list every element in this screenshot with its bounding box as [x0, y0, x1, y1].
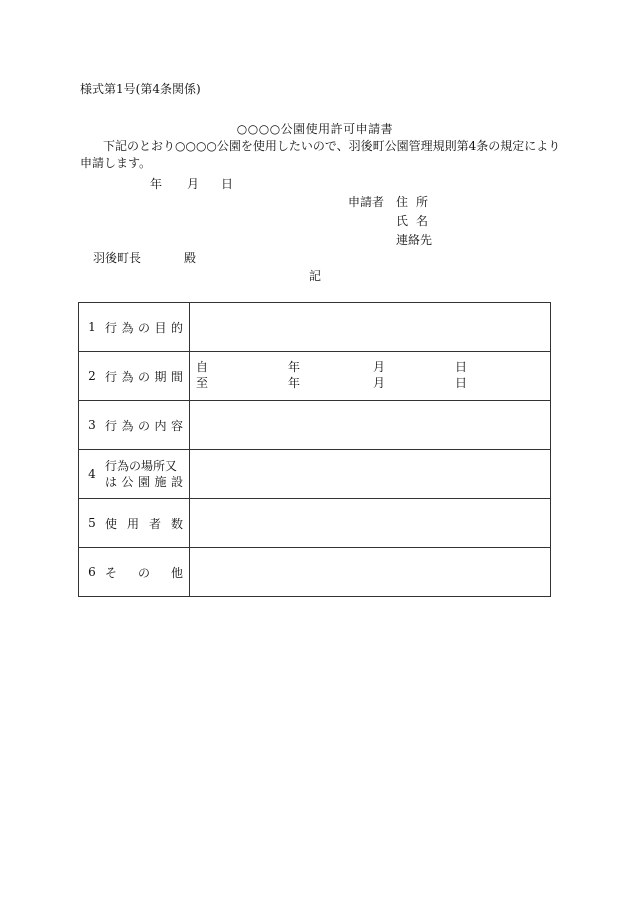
- label-char: 用: [126, 516, 139, 531]
- label-char: 間: [170, 369, 183, 384]
- table-row: [79, 352, 551, 401]
- form-number: 様式第1号(第4条関係): [80, 82, 201, 96]
- ki-heading: 記: [308, 269, 321, 283]
- body-text-line-1: 下記のとおり○○○○公園を使用したいので、羽後町公園管理規則第4条の規定により: [103, 139, 561, 153]
- label-line-1: 行為の場所又: [105, 458, 178, 473]
- label-char: 公: [121, 475, 134, 489]
- row-number: 3: [88, 418, 96, 432]
- row-value-cell[interactable]: [190, 401, 551, 450]
- label-char: 設: [170, 475, 183, 489]
- contact-label: 連絡先: [396, 233, 433, 247]
- body-text-line-2: 申請します。: [80, 156, 152, 170]
- label-char: 行: [105, 320, 118, 335]
- table-row: [79, 499, 551, 548]
- label-char: の: [137, 320, 150, 335]
- period-to-row: [190, 376, 550, 392]
- row-label-text: [105, 368, 183, 385]
- label-char: そ: [105, 565, 118, 580]
- row-label: [79, 450, 190, 499]
- period-cell[interactable]: [190, 352, 551, 401]
- label-char: 行: [105, 369, 118, 384]
- label-char: 者: [148, 516, 161, 531]
- addressee-mayor: 羽後町長: [93, 251, 142, 265]
- row-label-text: [105, 319, 183, 336]
- period-to-day: 日: [455, 376, 468, 390]
- period-from-label: 自: [196, 360, 209, 375]
- row-label-text: [105, 458, 183, 490]
- label-char: 期: [154, 369, 167, 384]
- document-title: ○○○○公園使用許可申請書: [236, 122, 394, 136]
- address-label: 住所: [396, 195, 437, 209]
- label-char: の: [137, 369, 150, 384]
- row-value-cell[interactable]: [190, 303, 551, 352]
- row-value-cell[interactable]: [190, 548, 551, 597]
- date-year-label: 年: [150, 177, 163, 191]
- table-row: [79, 450, 551, 499]
- period-to-label: 至: [196, 376, 209, 390]
- label-char: 行: [105, 418, 118, 433]
- table-row: [79, 303, 551, 352]
- date-month-label: 月: [187, 177, 200, 191]
- row-number: 5: [88, 516, 96, 530]
- period-from-row: [190, 360, 550, 376]
- row-value-cell[interactable]: [190, 499, 551, 548]
- row-label-text: [105, 417, 183, 434]
- name-label: 氏名: [396, 214, 437, 228]
- applicant-label: 申請者: [348, 195, 385, 209]
- row-label: [79, 352, 190, 401]
- label-char: 目: [154, 320, 167, 335]
- period-from-year: 年: [288, 360, 301, 375]
- label-char: 施: [154, 475, 167, 489]
- table-row: [79, 548, 551, 597]
- row-label-text: [105, 564, 183, 581]
- row-value-cell[interactable]: [190, 450, 551, 499]
- label-char: の: [137, 565, 150, 580]
- label-char: 数: [170, 516, 183, 531]
- period-from-day: 日: [455, 360, 468, 375]
- period-to-year: 年: [288, 376, 301, 390]
- label-char: の: [137, 418, 150, 433]
- row-label: [79, 401, 190, 450]
- row-label: [79, 499, 190, 548]
- row-number: 2: [88, 369, 96, 383]
- label-char: 他: [170, 565, 183, 580]
- row-label: [79, 548, 190, 597]
- row-label-text: [105, 515, 183, 532]
- label-char: 園: [137, 475, 150, 489]
- addressee-honorific: 殿: [184, 251, 197, 265]
- label-line-2: [105, 474, 183, 490]
- label-char: 的: [170, 320, 183, 335]
- label-char: 容: [170, 418, 183, 433]
- label-char: は: [105, 475, 118, 489]
- row-number: 1: [88, 320, 96, 334]
- period-from-month: 月: [373, 360, 386, 375]
- period-to-month: 月: [373, 376, 386, 390]
- row-label: [79, 303, 190, 352]
- row-number: 6: [88, 565, 96, 579]
- row-number: 4: [88, 467, 96, 481]
- date-day-label: 日: [221, 177, 234, 191]
- table-row: [79, 401, 551, 450]
- label-char: 内: [154, 418, 167, 433]
- items-table: [78, 302, 551, 597]
- label-char: 為: [121, 369, 134, 384]
- label-char: 使: [105, 516, 118, 531]
- label-char: 為: [121, 418, 134, 433]
- label-char: 為: [121, 320, 134, 335]
